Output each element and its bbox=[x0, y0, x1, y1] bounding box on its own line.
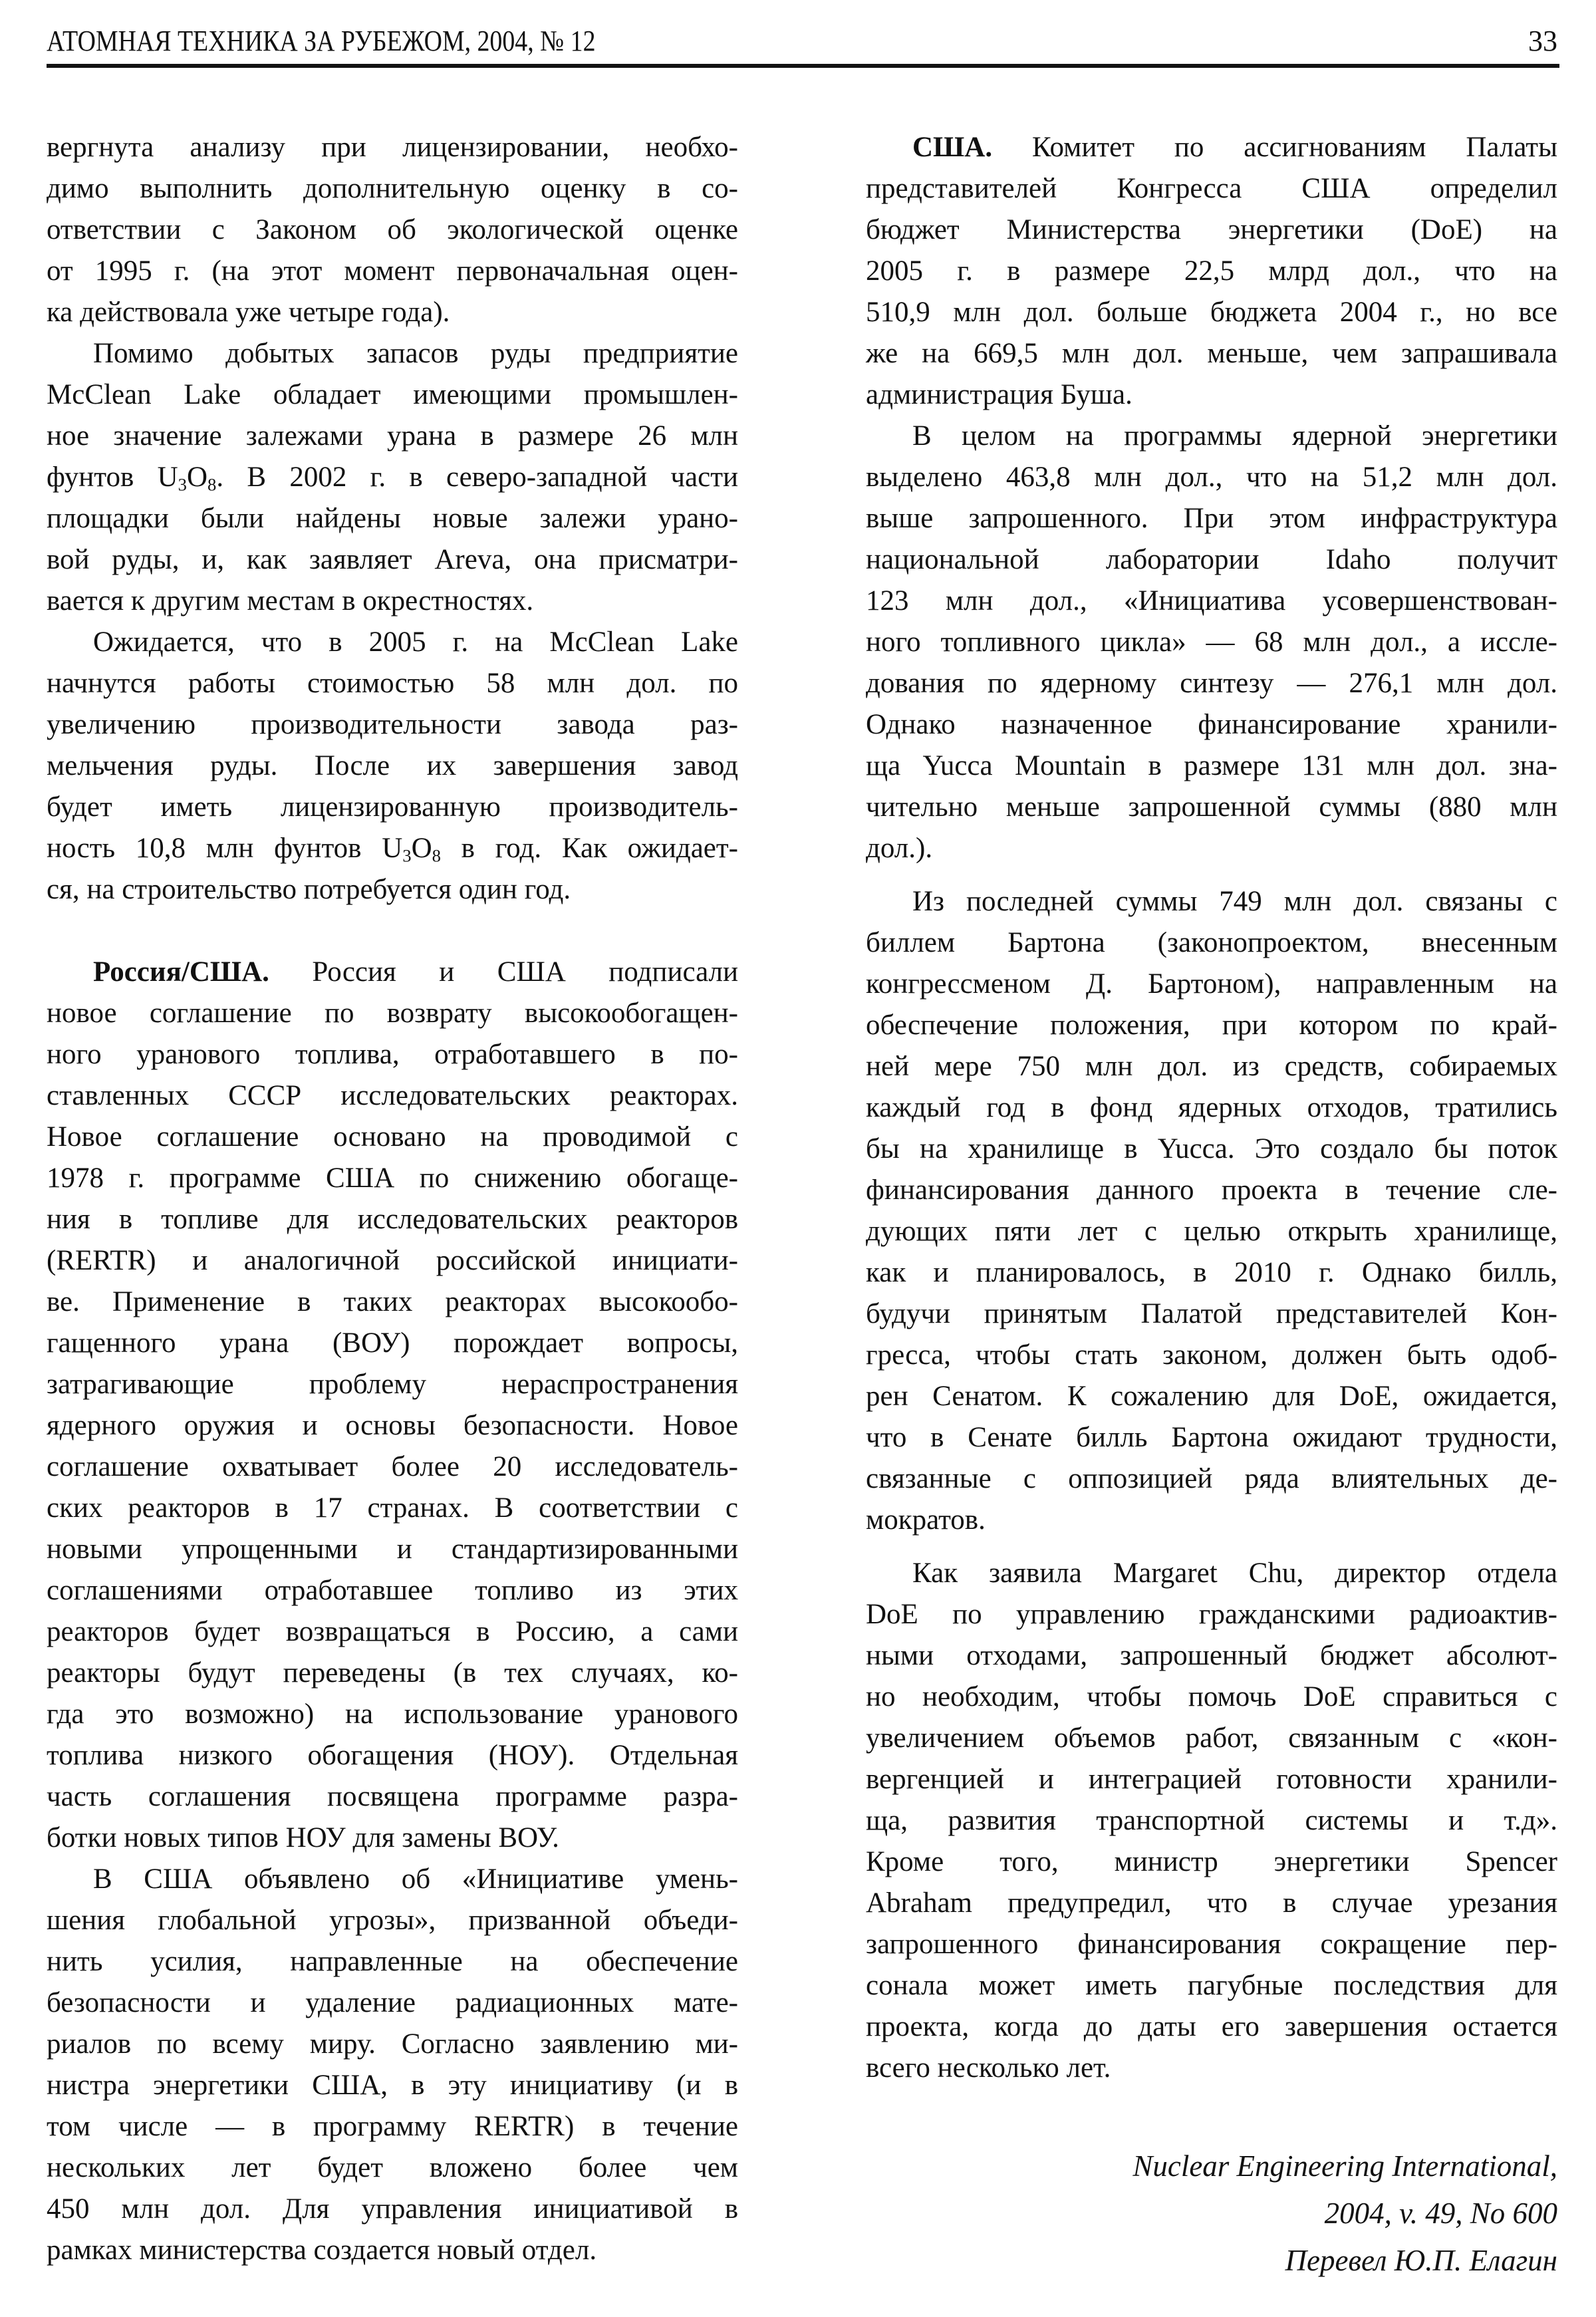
text-line: Помимо добытых запасов руды предприятие bbox=[93, 338, 738, 369]
text-line: дующих пяти лет с целью открыть хранилище, bbox=[866, 1216, 1557, 1247]
text-line: новыми упрощенными и стандартизированными bbox=[47, 1534, 738, 1565]
citation-translator: Перевел Ю.П. Елагин bbox=[1285, 2244, 1557, 2277]
text-line: бы на хранилище в Yucca. Это создало бы поток bbox=[866, 1133, 1557, 1164]
text-line: связанные с оппозицией ряда влиятельных де- bbox=[866, 1463, 1557, 1494]
text-line: начнутся работы стоимостью 58 млн дол. по bbox=[47, 668, 738, 699]
text-line: 510,9 млн дол. больше бюджета 2004 г., но все bbox=[866, 297, 1557, 328]
text-line: ней мере 750 млн дол. из средств, собираемых bbox=[866, 1051, 1557, 1082]
text-line: рамках министерства создается новый отдел. bbox=[47, 2235, 597, 2266]
paragraph bbox=[866, 881, 1557, 1541]
text-line: ща Yucca Mountain в размере 131 млн дол. зна- bbox=[866, 750, 1557, 781]
text-line: каждый год в фонд ядерных отходов, тратились bbox=[866, 1092, 1557, 1123]
subscript: 3 bbox=[178, 474, 187, 495]
text-line: ядерного оружия и основы безопасности. Новое bbox=[47, 1410, 738, 1441]
subscript: 8 bbox=[432, 845, 441, 866]
text-line: же на 669,5 млн дол. меньше, чем запрашивала bbox=[866, 338, 1557, 369]
text-line: 1978 г. программе США по снижению обогаще- bbox=[47, 1162, 738, 1194]
paragraph bbox=[866, 1553, 1557, 2089]
text-line: дования по ядерному синтезу — 276,1 млн дол. bbox=[866, 668, 1557, 699]
text-line: В США объявлено об «Инициативе умень- bbox=[93, 1863, 738, 1895]
subscript: 8 bbox=[207, 474, 217, 495]
citation-source: Nuclear Engineering International, bbox=[1132, 2149, 1557, 2183]
paragraph bbox=[47, 127, 738, 333]
text-line: топлива низкого обогащения (НОУ). Отдельная bbox=[47, 1740, 738, 1771]
text-line: ответствии с Законом об экологической оценке bbox=[47, 214, 738, 245]
text-line: чительно меньше запрошенной суммы (880 млн bbox=[866, 791, 1557, 823]
text-line: обеспечение положения, при котором по край- bbox=[866, 1010, 1557, 1041]
paragraph bbox=[866, 127, 1557, 416]
text-line: том числе — в программу RERTR) в течение bbox=[47, 2111, 738, 2142]
text-line: ка действовала уже четыре года). bbox=[47, 297, 450, 328]
text-line: дол.). bbox=[866, 833, 933, 864]
text-line: реакторов будет возвращаться в Россию, а сами bbox=[47, 1616, 738, 1647]
text-line: вергнута анализу при лицензировании, необхо- bbox=[47, 132, 738, 163]
text-line: вой руды, и, как заявляет Areva, она присматри- bbox=[47, 544, 738, 575]
text-line: ного уранового топлива, отработавшего в по- bbox=[47, 1039, 738, 1070]
text-line: Новое соглашение основано на проводимой с bbox=[47, 1121, 738, 1153]
text-line: шения глобальной угрозы», призванной объеди- bbox=[47, 1905, 738, 1936]
text-line: гда это возможно) на использование уранового bbox=[47, 1699, 738, 1730]
text-line: ща, развития транспортной системы и т.д». bbox=[866, 1805, 1557, 1836]
text-line: 450 млн дол. Для управления инициативой в bbox=[47, 2193, 738, 2225]
text-line: выделено 463,8 млн дол., что на 51,2 млн дол. bbox=[866, 462, 1557, 493]
text-line: как и планировалось, в 2010 г. Однако билль, bbox=[866, 1257, 1557, 1288]
text-line: ских реакторов в 17 странах. В соответствии с bbox=[47, 1492, 738, 1524]
citation bbox=[1132, 2143, 1557, 2284]
text-line: Ожидается, что в 2005 г. на McClean Lake bbox=[93, 626, 738, 658]
text-line: конгрессменом Д. Бартоном), направленным на bbox=[866, 968, 1557, 1000]
text-line: биллем Бартона (законопроектом, внесенным bbox=[866, 927, 1557, 958]
text-line: будучи принятым Палатой представителей Кон- bbox=[866, 1298, 1557, 1329]
section-lead-heading: Россия/США. bbox=[93, 956, 269, 988]
text-line: ся, на строительство потребуется один год. bbox=[47, 874, 571, 905]
text-line: от 1995 г. (на этот момент первоначальная оцен- bbox=[47, 255, 738, 287]
text-line: безопасности и удаление радиационных мате- bbox=[47, 1987, 738, 2018]
text-line: сонала может иметь пагубные последствия для bbox=[866, 1970, 1557, 2001]
paragraph bbox=[47, 333, 738, 622]
text-line: увеличением объемов работ, связанным с «кон- bbox=[866, 1722, 1557, 1754]
text-line: 123 млн дол., «Инициатива усовершенствован- bbox=[866, 585, 1557, 616]
text-line: рен Сенатом. К сожалению для DoE, ожидается, bbox=[866, 1381, 1557, 1412]
text-line: всего несколько лет. bbox=[866, 2052, 1111, 2084]
paragraph bbox=[47, 622, 738, 910]
text-line: соглашениями отработавшее топливо из этих bbox=[47, 1575, 738, 1606]
text-line: ботки новых типов НОУ для замены ВОУ. bbox=[47, 1822, 559, 1853]
text-line: гресса, чтобы стать законом, должен быть одоб- bbox=[866, 1339, 1557, 1371]
text-line: нить усилия, направленные на обеспечение bbox=[47, 1946, 738, 1977]
running-header-journal-title: АТОМНАЯ ТЕХНИКА ЗА РУБЕЖОМ, 2004, № 12 bbox=[47, 25, 596, 57]
text-line: вается к другим местам в окрестностях. bbox=[47, 585, 534, 616]
text-line: что в Сенате билль Бартона ожидают трудности, bbox=[866, 1422, 1557, 1453]
text-line: Abraham предупредил, что в случае урезания bbox=[866, 1887, 1557, 1919]
text-line: риалов по всему миру. Согласно заявлению ми- bbox=[47, 2028, 738, 2060]
text-line: США. Комитет по ассигнованиям Палаты bbox=[912, 132, 1557, 163]
text-line: нистра энергетики США, в эту инициативу (и в bbox=[47, 2070, 738, 2101]
text-line: национальной лаборатории Idaho получит bbox=[866, 544, 1557, 575]
text-line: 2005 г. в размере 22,5 млрд дол., что на bbox=[866, 255, 1557, 287]
text-line: проекта, когда до даты его завершения остается bbox=[866, 2011, 1557, 2042]
text-line: увеличению производительности завода раз- bbox=[47, 709, 738, 740]
text-line: В целом на программы ядерной энергетики bbox=[912, 420, 1557, 452]
text-line: часть соглашения посвящена программе разра- bbox=[47, 1781, 738, 1812]
text-line: Кроме того, министр энергетики Spencer bbox=[866, 1846, 1557, 1877]
text-line: запрошенного финансирования сокращение пер- bbox=[866, 1929, 1557, 1960]
text-line: ное значение залежами урана в размере 26 млн bbox=[47, 420, 738, 452]
section-lead-heading: США. bbox=[912, 132, 993, 163]
text-line: ность 10,8 млн фунтов $U_3O_8$ в год. Как ожидает- bbox=[47, 833, 738, 866]
text-line: Однако назначенное финансирование хранили- bbox=[866, 709, 1557, 740]
text-line: мельчения руды. После их завершения завод bbox=[47, 750, 738, 781]
text-line: соглашение охватывает более 20 исследователь- bbox=[47, 1451, 738, 1482]
text-line: Как заявила Margaret Chu, директор отдела bbox=[912, 1558, 1557, 1589]
text-line: McClean Lake обладает имеющими промышлен- bbox=[47, 379, 738, 410]
citation-issue: 2004, v. 49, No 600 bbox=[1324, 2197, 1557, 2230]
text-line: ставленных СССР исследовательских реакторах. bbox=[47, 1080, 738, 1111]
paragraph bbox=[47, 952, 738, 1859]
subscript: 3 bbox=[402, 845, 412, 866]
text-line: новое соглашение по возврату высокообогащен- bbox=[47, 998, 738, 1029]
paragraph bbox=[47, 1859, 738, 2271]
text-line: DoE по управлению гражданскими радиоактив- bbox=[866, 1599, 1557, 1630]
text-line: ными отходами, запрошенный бюджет абсолют- bbox=[866, 1640, 1557, 1671]
text-line: но необходим, чтобы помочь DoE справиться с bbox=[866, 1681, 1557, 1712]
text-line: выше запрошенного. При этом инфраструктура bbox=[866, 503, 1557, 534]
text-line: мократов. bbox=[866, 1504, 986, 1536]
text-line: администрация Буша. bbox=[866, 379, 1132, 410]
left-column bbox=[47, 127, 738, 2271]
text-line: (RERTR) и аналогичной российской инициати- bbox=[47, 1245, 738, 1276]
page-number: 33 bbox=[1528, 25, 1557, 57]
text-line: реакторы будут переведены (в тех случаях, ко- bbox=[47, 1657, 738, 1689]
text-line: гащенного урана (ВОУ) порождает вопросы, bbox=[47, 1327, 738, 1359]
text-line: бюджет Министерства энергетики (DoE) на bbox=[866, 214, 1557, 245]
text-line: димо выполнить дополнительную оценку в со- bbox=[47, 173, 738, 204]
text-line: Россия/США. Россия и США подписали bbox=[93, 956, 738, 988]
text-line: финансирования данного проекта в течение сле- bbox=[866, 1174, 1557, 1206]
text-line: площадки были найдены новые залежи урано- bbox=[47, 503, 738, 534]
text-line: ве. Применение в таких реакторах высокообо- bbox=[47, 1286, 738, 1317]
text-line: ного топливного цикла» — 68 млн дол., а иссле- bbox=[866, 626, 1557, 658]
text-line: затрагивающие проблему нераспространения bbox=[47, 1369, 738, 1400]
text-line: представителей Конгресса США определил bbox=[866, 173, 1557, 204]
header-rule bbox=[47, 64, 1559, 68]
text-line: нескольких лет будет вложено более чем bbox=[47, 2152, 738, 2183]
text-line: вергенцией и интеграцией готовности хранили- bbox=[866, 1764, 1557, 1795]
text-line: ния в топливе для исследовательских реакторов bbox=[47, 1204, 738, 1235]
text-line: будет иметь лицензированную производитель- bbox=[47, 791, 738, 823]
text-line: фунтов $U_3O_8$. В 2002 г. в северо-западной части bbox=[47, 462, 738, 495]
right-column bbox=[866, 127, 1557, 2089]
text-line: Из последней суммы 749 млн дол. связаны с bbox=[912, 886, 1557, 917]
paragraph bbox=[866, 416, 1557, 869]
